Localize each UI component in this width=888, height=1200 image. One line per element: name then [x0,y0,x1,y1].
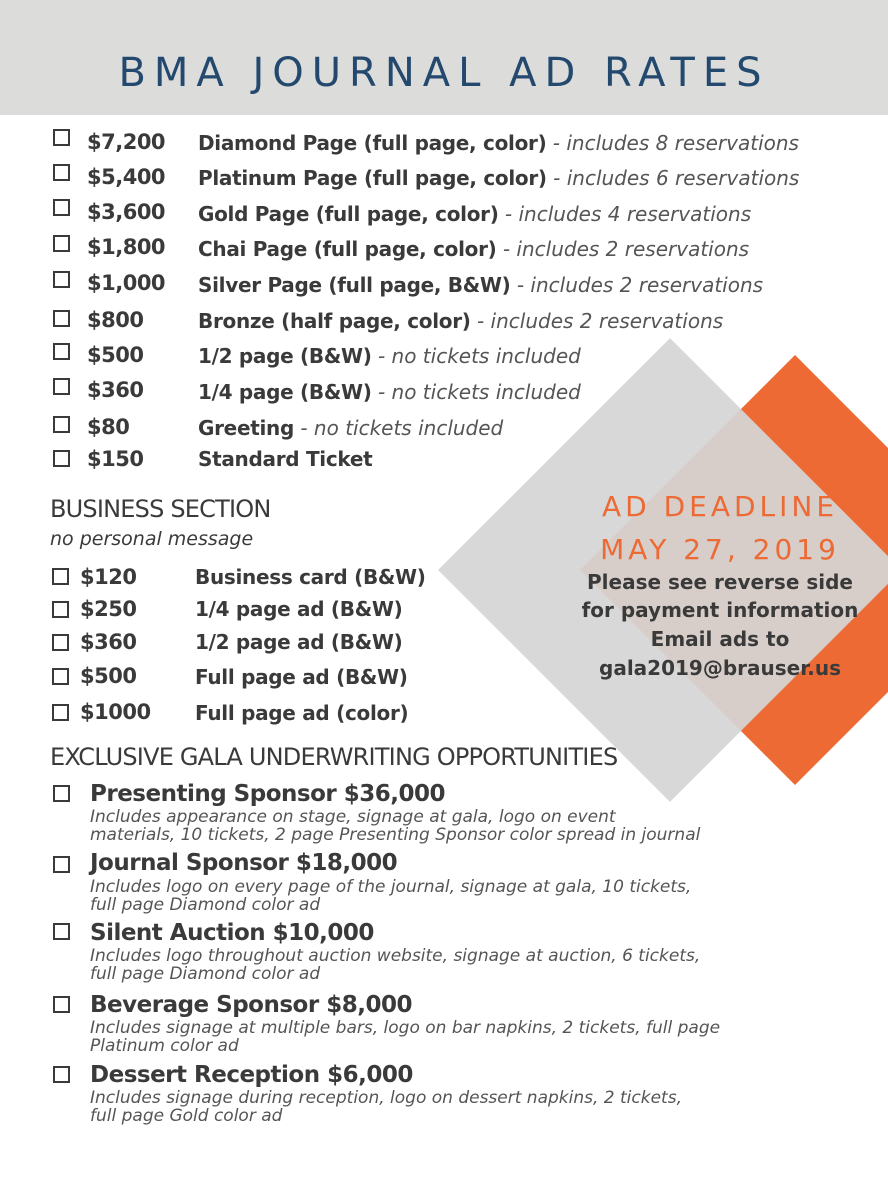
checkbox[interactable] [53,199,70,216]
business-label: Business card (B&W) [195,565,426,589]
checkbox[interactable] [53,235,70,252]
price: $80 [87,415,130,439]
price: $1,000 [87,271,166,295]
sponsorship-description [90,1019,860,1055]
checkbox[interactable] [53,450,70,467]
price: $150 [87,447,144,471]
description-line: Includes signage at multiple bars, logo on bar napkins, 2 tickets, full page [90,1018,721,1038]
rate-note: - no tickets included [377,380,581,404]
checkbox[interactable] [53,129,70,146]
price: $360 [87,378,144,402]
rate-name: Chai Page (full page, color) [198,237,497,261]
rate-description [198,344,581,368]
sponsorship-title: Beverage Sponsor $8,000 [90,992,412,1018]
rate-name: Greeting [198,416,294,440]
business-label: 1/2 page ad (B&W) [195,630,403,654]
sponsorship-title: Journal Sponsor $18,000 [90,850,398,876]
deadline-date: MAY 27, 2019 [600,533,840,566]
rate-note: - no tickets included [300,416,504,440]
description-line: Includes appearance on stage, signage at gala, logo on event [90,807,616,827]
checkbox[interactable] [53,310,70,327]
rate-description [198,380,581,404]
checkbox[interactable] [52,601,69,618]
rate-name: Silver Page (full page, B&W) [198,273,511,297]
rate-name: 1/4 page (B&W) [198,380,372,404]
rate-description [198,166,799,190]
rate-name: Standard Ticket [198,447,373,471]
checkbox[interactable] [52,668,69,685]
description-line: full page Diamond color ad [90,964,321,984]
rate-description [198,237,749,261]
business-label: Full page ad (color) [195,701,409,725]
price: $1000 [80,700,151,724]
rate-name: Platinum Page (full page, color) [198,166,547,190]
header-band [0,0,888,115]
rate-name: Bronze (half page, color) [198,309,471,333]
description-line: Includes logo throughout auction website, signage at auction, 6 tickets, [90,946,701,966]
checkbox[interactable] [53,856,70,873]
description-line: full page Gold color ad [90,1106,283,1126]
description-line: Includes logo on every page of the journal, signage at gala, 10 tickets, [90,877,692,897]
rate-note: - includes 2 reservations [502,237,750,261]
checkbox[interactable] [53,1066,70,1083]
rate-note: - includes 2 reservations [476,309,724,333]
rate-name: Gold Page (full page, color) [198,202,499,226]
rate-description [198,202,751,226]
sponsorship-title: Dessert Reception $6,000 [90,1062,413,1088]
description-line: Platinum color ad [90,1036,239,1056]
sponsorship-description [90,947,860,983]
checkbox[interactable] [53,343,70,360]
price: $5,400 [87,165,166,189]
checkbox[interactable] [53,785,70,802]
checkbox[interactable] [53,996,70,1013]
description-line: full page Diamond color ad [90,895,321,915]
checkbox[interactable] [53,923,70,940]
rate-note: - includes 4 reservations [504,202,752,226]
price: $1,800 [87,235,166,259]
rate-note: - includes 2 reservations [516,273,764,297]
rate-description [198,309,723,333]
deadline-info-line: Email ads to [650,627,790,651]
business-label: 1/4 page ad (B&W) [195,597,403,621]
rate-name: Diamond Page (full page, color) [198,131,547,155]
description-line: Includes signage during reception, logo on dessert napkins, 2 tickets, [90,1088,682,1108]
price: $3,600 [87,200,166,224]
business-label: Full page ad (B&W) [195,665,408,689]
business-section-title: BUSINESS SECTION [50,495,271,523]
checkbox[interactable] [52,568,69,585]
sponsorship-description [90,878,860,914]
price: $500 [80,664,137,688]
price: $7,200 [87,130,166,154]
business-section-subtitle: no personal message [50,528,254,550]
checkbox[interactable] [53,378,70,395]
rate-note: - includes 6 reservations [553,166,800,190]
price: $800 [87,308,144,332]
description-line: materials, 10 tickets, 2 page Presenting Sponsor color spread in journal [90,825,701,845]
deadline-heading: AD DEADLINE [601,490,839,523]
page-title: BMA JOURNAL AD RATES [118,50,770,96]
rate-description [198,416,503,440]
rate-description [198,447,372,471]
checkbox[interactable] [52,634,69,651]
price: $500 [87,343,144,367]
deadline-info-line: Please see reverse side [587,570,853,594]
rate-note: - includes 8 reservations [552,131,799,155]
underwriting-section-title: EXCLUSIVE GALA UNDERWRITING OPPORTUNITIES [50,743,618,771]
checkbox[interactable] [53,164,70,181]
deadline-info-line: for payment information [581,598,859,622]
sponsorship-description [90,1089,860,1125]
rate-note: - no tickets included [377,344,581,368]
sponsorship-title: Silent Auction $10,000 [90,920,374,946]
price: $120 [80,565,137,589]
sponsorship-title: Presenting Sponsor $36,000 [90,781,445,807]
checkbox[interactable] [53,416,70,433]
checkbox[interactable] [52,704,69,721]
rate-name: 1/2 page (B&W) [198,344,372,368]
sponsorship-description [90,808,860,844]
rate-description [198,273,763,297]
price: $360 [80,630,137,654]
deadline-email[interactable]: gala2019@brauser.us [599,656,841,680]
price: $250 [80,597,137,621]
checkbox[interactable] [53,271,70,288]
rate-description [198,131,799,155]
